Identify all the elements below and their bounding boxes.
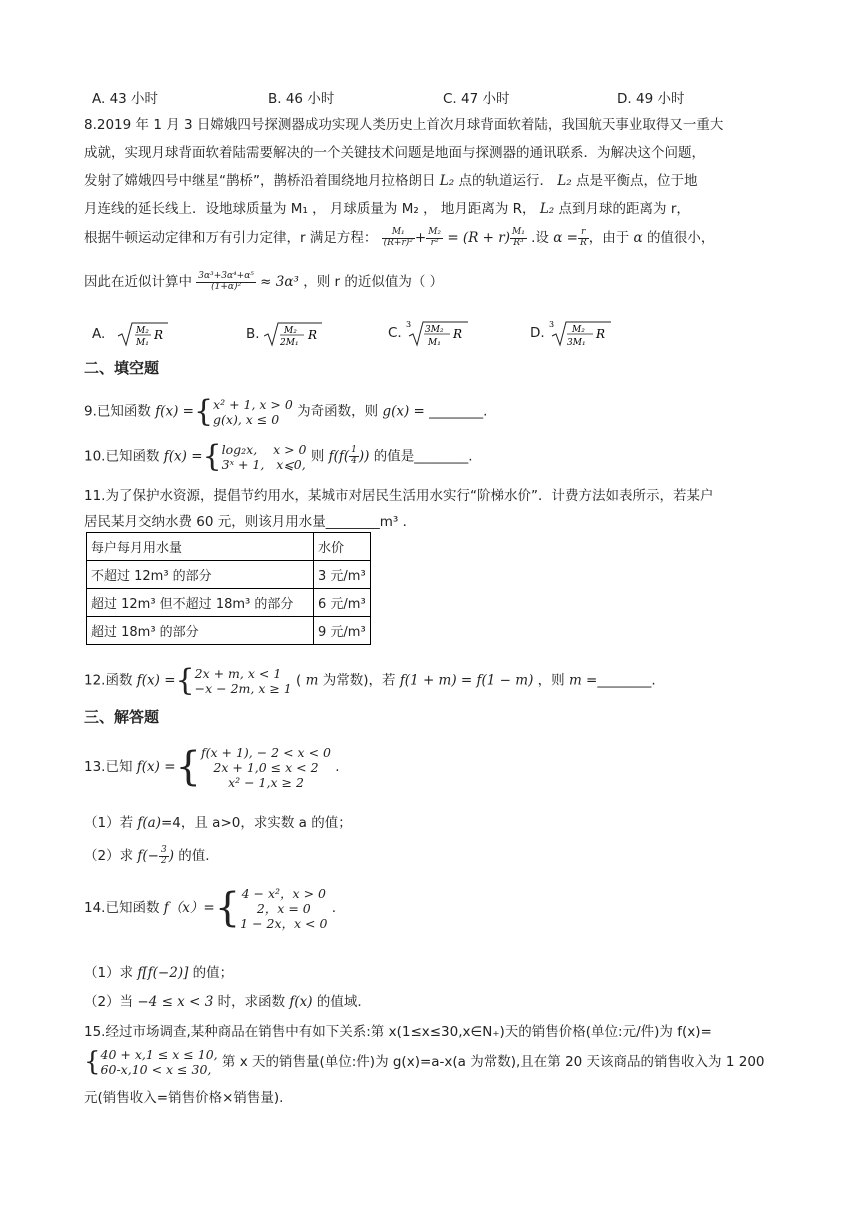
cube-root-icon xyxy=(549,318,613,348)
table-cell: 超过 12m³ 但不超过 18m³ 的部分 xyxy=(87,589,314,617)
q8-line3: 发射了嫦娥四号中继星“鹊桥”，鹊桥沿着围绕地月拉格朗日 L₂ 点的轨道运行． L₂ 点是平衡点，位于地 xyxy=(84,173,698,189)
table-cell: 6 元/m³ xyxy=(314,589,371,617)
q8-line6: 因此在近似计算中 $\frac{\text{3α³+3α⁴+α⁵}}{\text{(1+α)²}}$ ≈ 3α³ ，则 r 的近似值为（ ） xyxy=(84,270,444,292)
q14-part1: （1）求 f[f(−2)] 的值； xyxy=(84,965,234,981)
table-header-cell: 水价 xyxy=(314,533,371,561)
table-header-cell: 每户每月用水量 xyxy=(87,533,314,561)
table-cell: 不超过 12m³ 的部分 xyxy=(87,561,314,589)
table-row xyxy=(87,617,371,645)
q8-line5: 根据牛顿运动定律和万有引力定律，r 满足方程： $\frac{\text{M₁}}{\text{(R+r)²}}$ + $\frac{\text{M₂}}{\text{r²}}$ = (R + r) $\frac{\text{M₁}}{\text{R³}}$ .设 α = $\frac{r}{R}$ ，由于 α 的值很小， xyxy=(84,226,715,248)
svg-text:3M₂: 3M₂ xyxy=(425,325,444,335)
option-d: D. 49 小时 xyxy=(617,91,685,107)
svg-text:R: R xyxy=(595,327,606,341)
option-b: B. 46 小时 xyxy=(268,91,335,107)
svg-text:3: 3 xyxy=(548,320,555,329)
svg-text:M₁: M₁ xyxy=(135,338,149,348)
q13-part2: （2）求 f(− $\frac{3}{2}$ ) 的值. xyxy=(84,844,210,866)
svg-text:R: R xyxy=(153,328,163,342)
q11-line2: 居民某月交纳水费 60 元，则该月用水量________m³ ． xyxy=(84,514,417,530)
q11-line1: 11.为了保护水资源，提倡节约用水，某城市对居民生活用水实行“阶梯水价”．计费方法如表所示，若某户 xyxy=(84,488,714,504)
cube-root-icon xyxy=(406,318,470,348)
sqrt-icon xyxy=(264,320,324,348)
water-price-table xyxy=(86,532,371,645)
table-row xyxy=(87,589,371,617)
svg-text:R: R xyxy=(453,327,463,341)
q8-option-d: D. 3 M₂ 3M₁ R xyxy=(530,318,613,348)
svg-text:M₂: M₂ xyxy=(283,326,297,336)
svg-text:M₂: M₂ xyxy=(571,325,585,335)
option-c: C. 47 小时 xyxy=(443,91,510,107)
q14: 14.已知函数 f（x）={4 − x²，x > 0 2，x = 0 1 − 2x，x < 0 . xyxy=(84,885,337,931)
q8-option-a: A. M₂ M₁ R xyxy=(92,320,170,348)
svg-text:M₂: M₂ xyxy=(135,326,149,336)
q10: 10.已知函数 f(x) ={log₂x, x > 0 3ˣ + 1, x⩽0, 则 f(f( $\frac{1}{4}$ )) 的值是________. xyxy=(84,439,473,474)
q15-line2: {40 + x,1 ≤ x ≤ 10, 60-x,10 < x ≤ 30, 第 x 天的销售量(单位:件)为 g(x)=a-x(a 为常数),且在第 20 天该商品的销售收入为 1 200 xyxy=(84,1047,765,1077)
sqrt-icon xyxy=(110,320,170,348)
table-header-row xyxy=(87,533,371,561)
q8-line1: 8.2019 年 1 月 3 日嫦娥四号探测器成功实现人类历史上首次月球背面软着陆，我国航天事业取得又一重大 xyxy=(84,117,724,133)
section-answer-title: 三、解答题 xyxy=(84,708,160,726)
table-cell: 9 元/m³ xyxy=(314,617,371,645)
q15-line3: 元(销售收入=销售价格×销售量). xyxy=(84,1090,284,1106)
svg-text:M₁: M₁ xyxy=(428,338,441,348)
q14-part2: （2）当 −4 ≤ x < 3 时，求函数 f(x) 的值域. xyxy=(84,994,362,1010)
q9: 9.已知函数 f(x) ={x² + 1, x > 0 g(x), x ≤ 0 为奇函数，则 g(x) = ________. xyxy=(84,394,488,429)
svg-text:3: 3 xyxy=(406,320,412,329)
section-fill-blank-title: 二、填空题 xyxy=(84,359,160,377)
q8-option-b: B. M₂ 2M₁ R xyxy=(246,320,324,348)
svg-text:3M₁: 3M₁ xyxy=(566,338,586,348)
table-cell: 3 元/m³ xyxy=(314,561,371,589)
q13-part1: （1）若 f(a)=4，且 a>0，求实数 a 的值； xyxy=(84,815,352,831)
table-cell: 超过 18m³ 的部分 xyxy=(87,617,314,645)
q13: 13.已知 f(x) ={f(x + 1), − 2 < x < 0 2x + 1,0 ≤ x < 2 x² − 1,x ≥ 2 . xyxy=(84,744,340,790)
option-a: A. 43 小时 xyxy=(92,91,159,107)
table-row xyxy=(87,561,371,589)
q8-option-c: C. 3 3M₂ M₁ R xyxy=(388,318,470,348)
q8-line4: 月连线的延长线上．设地球质量为 M₁ ， 月球质量为 M₂ ， 地月距离为 R， L₂ 点到月球的距离为 r， xyxy=(84,201,690,217)
q12: 12.函数 f(x) ={2x + m, x < 1 −x − 2m, x ≥ 1 ( m 为常数)，若 f(1 + m) = f(1 − m) ，则 m =________. xyxy=(84,663,656,698)
svg-text:2M₁: 2M₁ xyxy=(279,338,299,348)
svg-text:R: R xyxy=(307,328,317,342)
q8-line2: 成就，实现月球背面软着陆需要解决的一个关键技术问题是地面与探测器的通讯联系．为解决这个问题， xyxy=(84,145,705,161)
q15-line1: 15.经过市场调查,某种商品在销售中有如下关系:第 x(1≤x≤30,x∈N₊)天的销售价格(单位:元/件)为 f(x)= xyxy=(84,1024,712,1040)
